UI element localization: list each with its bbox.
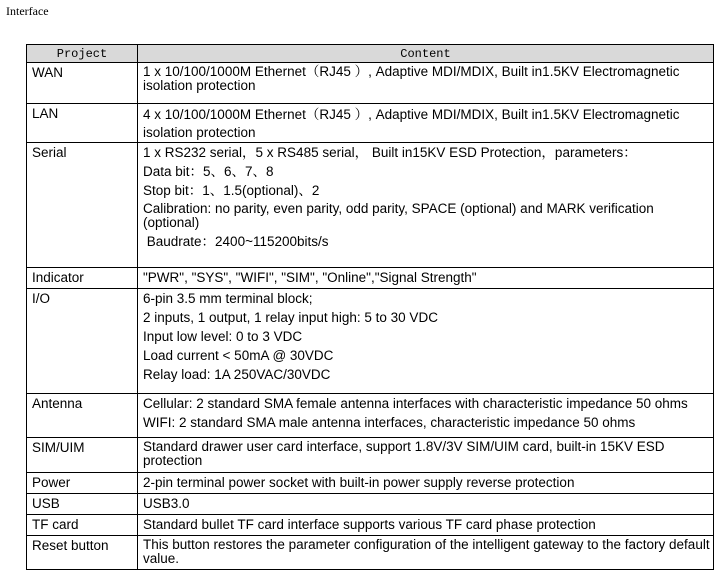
row-content <box>138 494 714 515</box>
content-line: Calibration: no parity, even parity, odd parity, SPACE (optional) and MARK verification (optional) <box>143 201 654 230</box>
row-label: Power <box>27 473 138 494</box>
row-content <box>138 536 714 570</box>
content-line: "PWR", "SYS", "WIFI", "SIM", "Online","Signal Strength" <box>143 270 477 285</box>
row-label: LAN <box>27 104 138 143</box>
row-content <box>138 63 714 104</box>
row-content <box>138 104 714 143</box>
section-heading: Interface <box>6 4 49 18</box>
row-label: USB <box>27 494 138 515</box>
content-line: Stop bit：1、1.5(optional)、2 <box>143 183 320 198</box>
content-line: Input low level: 0 to 3 VDC <box>143 329 303 344</box>
content-line: Baudrate：2400~115200bits/s <box>143 234 329 249</box>
table-row <box>27 63 714 104</box>
content-line: 4 x 10/100/1000M Ethernet（RJ45 ）, Adaptive MDI/MDIX, Built in1.5KV Electromagnetic isolation protection <box>143 107 680 140</box>
row-content <box>138 515 714 536</box>
content-line: USB3.0 <box>143 496 190 511</box>
row-content <box>138 473 714 494</box>
table-row <box>27 536 714 570</box>
row-content <box>138 394 714 438</box>
row-content <box>138 143 714 268</box>
content-line: 1 x 10/100/1000M Ethernet（RJ45 ）, Adaptive MDI/MDIX, Built in1.5KV Electromagnetic isolation protection <box>143 64 680 93</box>
content-line: This button restores the parameter configuration of the intelligent gateway to the factory default value. <box>143 537 710 566</box>
content-line: 2-pin terminal power socket with built-in power supply reverse protection <box>143 475 575 490</box>
content-line: WIFI: 2 standard SMA male antenna interfaces, characteristic impedance 50 ohms <box>143 415 636 430</box>
row-label: Antenna <box>27 394 138 438</box>
row-label: Serial <box>27 143 138 268</box>
content-line: Cellular: 2 standard SMA female antenna interfaces with characteristic impedance 50 ohms <box>143 396 688 411</box>
row-label: TF card <box>27 515 138 536</box>
content-line: Relay load: 1A 250VAC/30VDC <box>143 367 331 382</box>
row-content <box>138 438 714 473</box>
table-row <box>27 494 714 515</box>
row-label: SIM/UIM <box>27 438 138 473</box>
row-content <box>138 268 714 289</box>
row-label: I/O <box>27 289 138 394</box>
content-line: Standard drawer user card interface, support 1.8V/3V SIM/UIM card, built-in 15KV ESD protection <box>143 439 665 468</box>
table-header-row <box>27 45 714 63</box>
column-header-project: Project <box>27 45 138 63</box>
row-label: Reset button <box>27 536 138 570</box>
table-row <box>27 438 714 473</box>
content-line: Standard bullet TF card interface supports various TF card phase protection <box>143 517 596 532</box>
table-row <box>27 143 714 268</box>
table-row <box>27 104 714 143</box>
row-content <box>138 289 714 394</box>
row-label: Indicator <box>27 268 138 289</box>
column-header-content: Content <box>138 45 714 63</box>
row-label: WAN <box>27 63 138 104</box>
table-row <box>27 268 714 289</box>
content-line: 1 x RS232 serial，5 x RS485 serial， Built in15KV ESD Protection，parameters： <box>143 145 637 160</box>
table-row <box>27 289 714 394</box>
table-row <box>27 473 714 494</box>
table-row <box>27 515 714 536</box>
table-row <box>27 394 714 438</box>
content-line: 6-pin 3.5 mm terminal block; <box>143 291 313 306</box>
content-line: 2 inputs, 1 output, 1 relay input high: 5 to 30 VDC <box>143 310 438 325</box>
content-line: Data bit：5、6、7、8 <box>143 164 274 179</box>
interface-spec-table <box>26 44 714 570</box>
content-line: Load current < 50mA @ 30VDC <box>143 348 334 363</box>
